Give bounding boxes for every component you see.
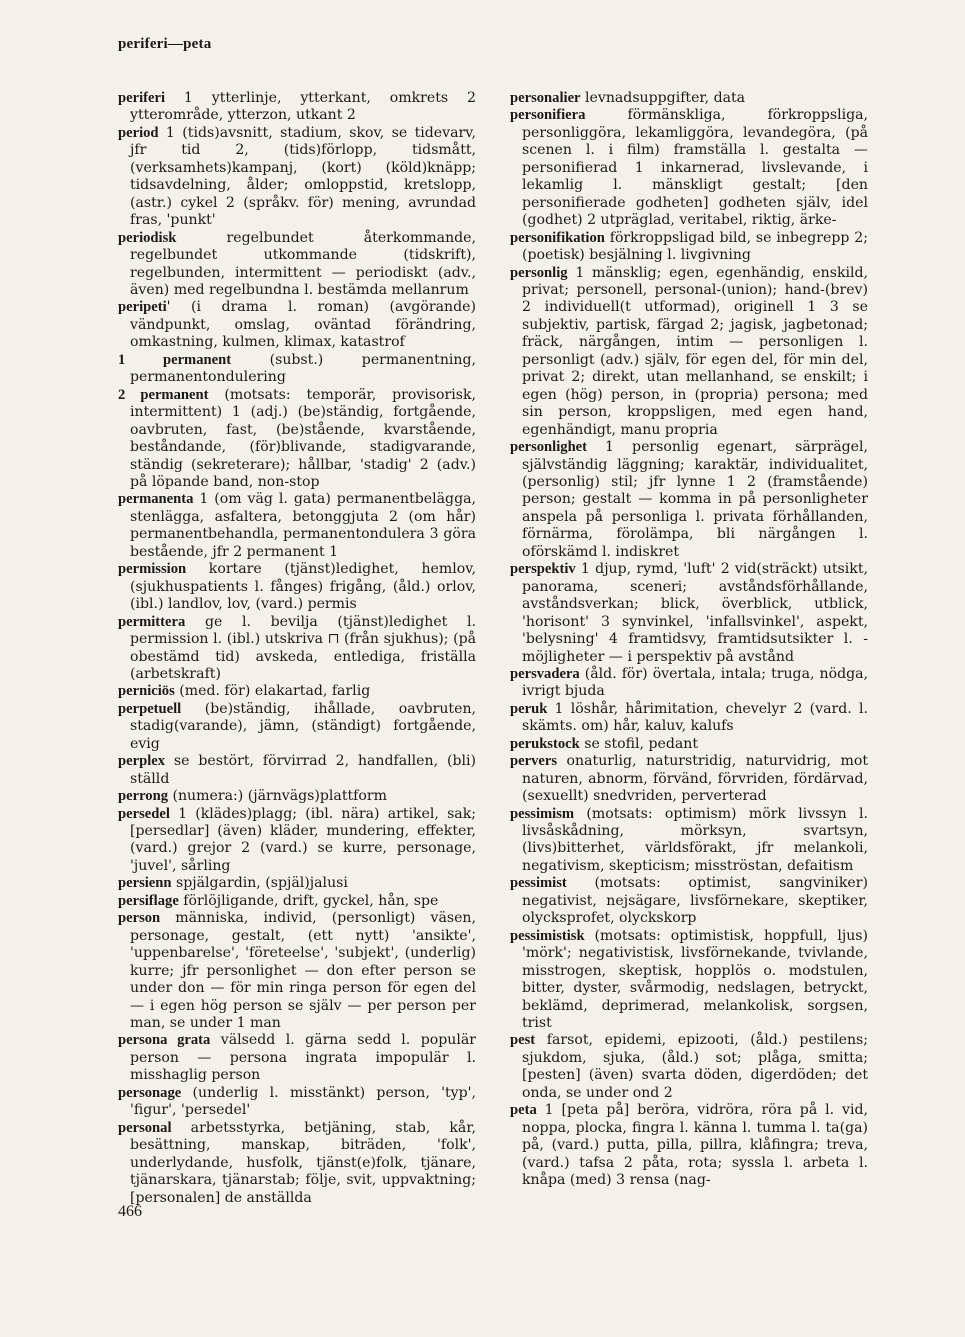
entry-definition: 1 [peta på] beröra, vidröra, röra på l. vid, noppa, plocka, fingra l. känna l. tumma l. ta(ga) på, (vard.) putta, pilla, pillra, klåfingra; treva, (vard.) tafsa 2 påta, rota; syssla l. arbeta l. knåpa (med) 3 rensa (nag- — [522, 1102, 868, 1189]
dictionary-entry — [118, 561, 476, 613]
entry-definition: förmänskliga, förkroppsliga, personliggöra, lekamliggöra, levandegöra, (på scenen l. i film) framställa l. gestalta — personifierad 1 inkarnerad, livslevande, i lekamlig l. mänskligt gestalt; [den personifierade godheten] godheten själv, idel (godhet) 2 utpräglad, veritabel, riktig, ärke- — [522, 107, 868, 229]
entry-definition: 1 löshår, hårimitation, chevelyr 2 (vard. l. skämts. om) hår, kaluv, kalufs — [522, 700, 868, 735]
dictionary-entry — [510, 90, 868, 107]
entry-definition: levnadsuppgifter, data — [580, 90, 746, 106]
entry-definition: 1 (tids)avsnitt, stadium, skov, se tidevarv, jfr tid 2, (tids)förlopp, tidsmått, (verksamhets)kampanj, (kort) (köld)knäpp; tidsavdelning, ålder; omloppstid, kretslopp, (astr.) cykel 2 (språkv. för) mening, avrundad fras, 'punkt' — [130, 124, 476, 229]
entry-headword: personalier — [510, 90, 581, 106]
entry-headword: perpetuell — [118, 700, 182, 717]
entry-headword: persona grata — [118, 1032, 211, 1049]
dictionary-entry — [118, 299, 476, 351]
dictionary-entry — [118, 1120, 476, 1207]
entry-headword: pest — [510, 1032, 536, 1049]
entry-definition: (underlig l. misstänkt) person, 'typ', 'figur', 'persedel' — [130, 1084, 476, 1119]
entry-definition: 1 (om väg l. gata) permanentbelägga, stenlägga, asfaltera, betonggjuta 2 (om hår) permanentbehandla, permanentondulera 3 göra bestående, jfr 2 permanent 1 — [130, 491, 476, 560]
entry-headword: pessimist — [510, 875, 567, 892]
dictionary-entry — [510, 701, 868, 736]
entry-headword: personifikation — [510, 229, 605, 246]
dictionary-entry — [510, 230, 868, 265]
entry-definition: förlöjligande, drift, gyckel, hån, spe — [178, 892, 439, 909]
entry-definition: människa, individ, (personligt) väsen, personage, gestalt, (ett nytt) 'ansikte', 'uppenbarelse', 'företeelse', 'subjekt', (underlig) kurre; jfr personlighet — don efter person se under don — för min ringa person för egen del — i egen hög person se själv — per person per man, se under 1 man — [130, 910, 476, 1032]
entry-headword: personifiera — [510, 107, 586, 124]
entry-headword: permittera — [118, 613, 186, 630]
entry-headword: persiflage — [118, 892, 179, 909]
dictionary-entry — [510, 439, 868, 561]
entry-headword: periodisk — [118, 229, 177, 246]
entry-headword: pessimism — [510, 805, 575, 822]
entry-definition: (motsats: temporär, provisorisk, intermittent) 1 (adj.) (be)ständig, fortgående, oavbruten, fast, (be)stående, kvarstående, beståndande, (för)blivande, stadigvarande, ständig (sekreterare); hållbar, 'stadig' 2 (adv.) på löpande band, non-stop — [130, 386, 476, 490]
entry-headword: perukstock — [510, 735, 580, 752]
entry-headword: pervers — [510, 753, 558, 770]
entry-definition: (motsats: optimism) mörk livssyn l. livsåskådning, mörksyn, svartsyn, (livs)bitterhet, världsförakt, jfr melankoli, negativism, skepticism; misströstan, defaitism — [522, 805, 868, 874]
entry-headword: personage — [118, 1084, 182, 1101]
entry-definition: 1 djup, rymd, 'luft' 2 vid(sträckt) utsikt, panorama, sceneri; avståndsförhållande, avståndsverkan; blick, överblick, utblick, 'horisont' 3 synvinkel, 'infallsvinkel', aspekt, 'belysning' 4 framtidsvy, framtidsutsikter l. -möjligheter — i perspektiv på avstånd — [522, 561, 868, 665]
entry-definition: 1 mänsklig; egen, egenhändig, enskild, privat; personell, personal-(union); hand-(brev) 2 individuell(t utformad), originell 1 3 se subjektiv, partisk, färgad 2; jagisk, jagbetonad; fräck, närgången, intim — personligen l. personligt (adv.) själv, för egen del, för min del, privat 2; direkt, utan mellanhand, se enskilt; i egen (hög) person, in (propria) persona; med sin person, kroppsligen, med egen hand, egenhändigt, manu propria — [522, 264, 868, 438]
dictionary-entry — [118, 387, 476, 492]
dictionary-entry — [118, 90, 476, 125]
dictionary-entry — [118, 491, 476, 561]
entry-headword: pessimistisk — [510, 927, 585, 944]
entry-definition: förkroppsligad bild, se inbegrepp 2; (poetisk) besjälning l. livgivning — [522, 229, 868, 264]
page-number: 466 — [118, 1203, 142, 1220]
entry-definition: arbetsstyrka, betjäning, stab, kår, besättning, manskap, biträden, 'folk', underlydande, husfolk, tjänst(e)folk, tjänare, tjänarskara, tjänarstab; följe, svit, uppvaktning; [personalen] de anställda — [130, 1119, 476, 1206]
dictionary-entry — [118, 875, 476, 892]
entry-headword: perspektiv — [510, 561, 576, 578]
dictionary-entry — [118, 125, 476, 230]
entry-definition: se bestört, förvirrad 2, handfallen, (bli) ställd — [130, 753, 476, 787]
entry-definition: se stofil, pedant — [579, 735, 699, 752]
entry-definition: kortare (tjänst)ledighet, hemlov, (sjukhuspatients l. fånges) frigång, (åld.) orlov, (ibl.) landlov, lov, (vard.) permis — [130, 561, 476, 613]
dictionary-entry — [118, 910, 476, 1032]
entry-headword: peruk — [510, 700, 548, 717]
entry-definition: välsedd l. gärna sedd l. populär person — persona ingrata impopulär l. misshaglig person — [130, 1032, 476, 1084]
entry-definition: 1 personlig egenart, särprägel, självständig läggning; karaktär, individualitet, (personlig) stil; jfr lynne 1 2 (framstående) person; gestalt — komma in på personligheter anspela på personliga l. privata förhållanden, förnärma, förolämpa, bli närgången l. oförskämd l. indiskret — [522, 439, 868, 560]
dictionary-entry — [510, 265, 868, 440]
entry-headword: persienn — [118, 875, 172, 892]
entry-headword: 1 permanent — [118, 351, 232, 368]
entry-headword: persedel — [118, 805, 170, 822]
entry-headword: perniciös — [118, 683, 175, 700]
entry-headword: peta — [510, 1102, 537, 1119]
dictionary-entry — [510, 928, 868, 1033]
entry-definition: 1 ytterlinje, ytterkant, omkrets 2 ytterområde, ytterzon, utkant 2 — [130, 90, 476, 124]
dictionary-entry — [510, 753, 868, 805]
right-column — [510, 90, 868, 1190]
entry-definition: (motsats: optimistisk, hoppfull, ljus) 'mörk'; negativistisk, livsförnekande, tvivlande, misstrogen, skeptisk, hopplös o. modstulen, bitter, dyster, svårmodig, nedslagen, betryckt, beklämd, deprimerad, melankolisk, sorgsen, trist — [522, 927, 868, 1032]
entry-headword: personlig — [510, 264, 568, 281]
dictionary-entry — [510, 736, 868, 753]
dictionary-entry — [118, 352, 476, 387]
dictionary-entry — [510, 875, 868, 927]
entry-definition: farsot, epidemi, epizooti, (åld.) pestilens; sjukdom, sjuka, (åld.) sot; plåga, smitta; [pesten] (även) svarta döden, digerdöden; det onda, se under ond 2 — [522, 1032, 868, 1101]
dictionary-entry — [118, 806, 476, 876]
dictionary-entry — [510, 806, 868, 876]
dictionary-entry — [510, 561, 868, 666]
dictionary-entry — [118, 1085, 476, 1120]
entry-definition: ' (i drama l. roman) (avgörande) vändpunkt, omslag, oväntad förändring, omkastning, kulmen, klimax, katastrof — [130, 299, 476, 351]
entry-headword: perrong — [118, 788, 168, 805]
running-head: periferi—peta — [118, 36, 212, 52]
entry-definition: (med. för) elakartad, farlig — [174, 683, 371, 700]
entry-definition: (åld. för) övertala, intala; truga, nödga, ivrigt bjuda — [522, 665, 868, 700]
dictionary-entry — [118, 701, 476, 753]
dictionary-entry — [510, 666, 868, 701]
entry-headword: personlighet — [510, 439, 588, 456]
dictionary-entry — [510, 1102, 868, 1189]
entry-definition: ge l. bevilja (tjänst)ledighet l. permission l. (ibl.) utskriva ⊓ (från sjukhus); (på obestämd tid) avskeda, entlediga, friställa (arbetskraft) — [130, 613, 476, 682]
entry-headword: 2 permanent — [118, 386, 209, 403]
dictionary-entry — [118, 683, 476, 700]
entry-definition: 1 (klädes)plagg; (ibl. nära) artikel, sak; [persedlar] (även) kläder, mundering, effekter, (vard.) grejor 2 (vard.) se kurre, personage, 'juvel', sårling — [130, 805, 476, 874]
entry-headword: permanenta — [118, 491, 194, 508]
entry-headword: perplex — [118, 753, 166, 770]
entry-headword: periferi — [118, 90, 165, 106]
entry-headword: permission — [118, 561, 187, 578]
dictionary-entry — [510, 1032, 868, 1102]
entry-headword: persvadera — [510, 665, 580, 682]
left-column — [118, 90, 476, 1207]
entry-headword: period — [118, 124, 159, 141]
entry-headword: person — [118, 910, 161, 927]
entry-definition: (motsats: optimist, sangviniker) negativist, nejsägare, livsförnekare, skeptiker, olycksprofet, olyckskorp — [522, 875, 868, 927]
entry-headword: peripeti — [118, 299, 167, 316]
dictionary-entry — [118, 788, 476, 805]
dictionary-entry — [510, 107, 868, 229]
entry-definition: (subst.) permanentning, permanentondulering — [130, 351, 476, 386]
entry-definition: (numera:) (järnvägs)plattform — [168, 788, 387, 805]
entry-definition: spjälgardin, (spjäl)jalusi — [171, 875, 348, 892]
entry-definition: (be)ständig, ihållade, oavbruten, stadig(varande), jämn, (ständigt) fortgående, evig — [130, 700, 476, 752]
dictionary-entry — [118, 230, 476, 300]
dictionary-entry — [118, 614, 476, 684]
entry-headword: personal — [118, 1119, 172, 1136]
entry-definition: regelbundet återkommande, regelbundet utkommande (tidskrift), regelbunden, intermittent — periodiskt (adv., även) med regelbundna l. bestämda mellanrum — [130, 229, 476, 298]
dictionary-entry — [118, 893, 476, 910]
dictionary-entry — [118, 753, 476, 788]
entry-definition: onaturlig, naturstridig, naturvidrig, mot naturen, abnorm, förvänd, förvriden, fördärvad, (sexuellt) snedvriden, perverterad — [522, 753, 868, 805]
dictionary-entry — [118, 1032, 476, 1084]
